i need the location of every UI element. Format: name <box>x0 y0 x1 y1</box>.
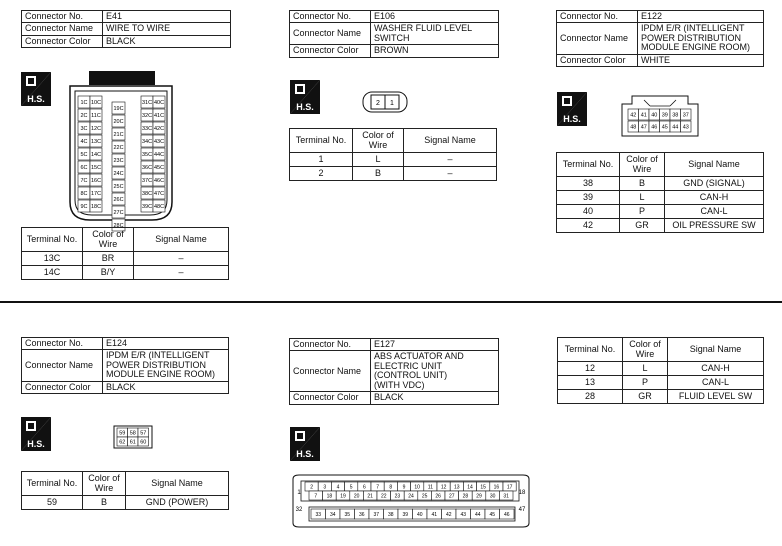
pin-label: 25 <box>421 493 428 500</box>
pin-label: 62 <box>119 439 126 446</box>
table-row: 13C BR – <box>22 252 229 266</box>
e122-connector-info: Connector No. E122 Connector Name IPDM E/R (INTELLIGENT POWER DISTRIBUTION MODULE ENGINE ROOM) Connector Color WHITE <box>556 10 764 67</box>
pin-label: 3 <box>323 484 327 491</box>
hs-icon <box>290 427 320 461</box>
pin-label: 36 <box>358 512 365 518</box>
connector-color-value: BLACK <box>103 35 231 47</box>
e106-connector-face <box>361 88 411 116</box>
pin-label: 13C <box>90 139 102 145</box>
connector-no-value: E41 <box>103 11 231 23</box>
pin-label: 28C <box>113 223 124 229</box>
pin-label: 11C <box>91 113 101 119</box>
pin-label: 45 <box>489 512 496 518</box>
pin-label: 45 <box>661 124 668 131</box>
pin-label: 45C <box>153 165 165 171</box>
table-row: 2 B – <box>290 167 497 181</box>
svg-text:H.S.: H.S. <box>296 102 314 112</box>
pin-label: 58 <box>129 430 136 437</box>
pin-label: 31 <box>503 493 509 500</box>
pin-label: 34 <box>329 512 336 518</box>
pin-label: 18C <box>90 204 102 210</box>
pin-label: 7C <box>80 178 88 184</box>
e122-connector-face <box>620 92 700 138</box>
pin-label: 12C <box>90 126 102 132</box>
svg-text:47: 47 <box>518 507 526 513</box>
pin-label: 29 <box>476 493 482 500</box>
pin-label: 39 <box>661 112 668 119</box>
table-row: 12 L CAN-H <box>558 362 764 376</box>
pin-label: 43 <box>682 124 689 131</box>
pin-label: 26 <box>435 493 441 500</box>
pin-label: 3C <box>80 126 88 132</box>
pin-label: 7 <box>314 493 318 500</box>
e124-connector-info: Connector No. E124 Connector Name IPDM E/R (INTELLIGENT POWER DISTRIBUTION MODULE ENGINE ROOM) Connector Color BLACK <box>21 337 229 394</box>
pin-label: 11 <box>427 484 434 491</box>
svg-text:32: 32 <box>295 507 303 513</box>
pin-label: 61 <box>129 439 136 446</box>
table-row: 1 L – <box>290 153 497 167</box>
pin-label: 6 <box>363 484 366 491</box>
svg-text:2: 2 <box>376 100 380 107</box>
pin-label: 35C <box>141 152 153 158</box>
pin-label: 34C <box>141 139 153 145</box>
table-row: 42 GR OIL PRESSURE SW <box>557 219 764 233</box>
pin-label: 15C <box>90 165 102 171</box>
table-row: 14C B/Y – <box>22 266 229 280</box>
table-row: 28 GR FLUID LEVEL SW <box>558 390 764 404</box>
svg-text:1: 1 <box>390 100 394 107</box>
table-row: 40 P CAN-L <box>557 205 764 219</box>
pin-label: 41 <box>431 512 438 518</box>
table-row: 13 P CAN-L <box>558 376 764 390</box>
pin-label: 9 <box>402 484 406 491</box>
pin-label: 31C <box>141 100 153 106</box>
hs-label: H.S. <box>27 94 45 104</box>
signal-name-header: Signal Name <box>134 228 229 252</box>
e41-terminal-table <box>21 227 229 280</box>
pin-label: 46 <box>503 512 510 518</box>
hs-icon <box>557 92 587 126</box>
pin-label: 22 <box>381 493 387 500</box>
pin-label: 15 <box>480 484 486 491</box>
pin-label: 46 <box>651 124 658 131</box>
pin-label: 16C <box>90 178 102 184</box>
pin-label: 36C <box>141 165 153 171</box>
pin-label: 13 <box>454 484 460 491</box>
pin-label: 41C <box>153 113 165 119</box>
pin-label: 12 <box>440 484 447 491</box>
pin-label: 24C <box>113 171 124 177</box>
pin-label: 43 <box>460 512 467 518</box>
pin-label: 37 <box>373 512 380 518</box>
pin-label: 48 <box>630 124 637 131</box>
pin-label: 27C <box>113 210 124 216</box>
table-row: 59 B GND (POWER) <box>22 496 229 510</box>
table-row: 38 B GND (SIGNAL) <box>557 177 764 191</box>
pin-label: 7 <box>376 484 379 491</box>
pin-label: 14C <box>90 152 102 158</box>
pin-label: 9C <box>80 204 88 210</box>
terminal-no-header: Terminal No. <box>22 228 83 252</box>
pin-label: 27 <box>449 493 455 500</box>
pin-label: 44C <box>153 152 165 158</box>
pin-label: 5 <box>349 484 353 491</box>
pin-label: 10 <box>414 484 420 491</box>
pin-label: 1C <box>80 100 88 106</box>
pin-label: 21 <box>367 493 373 500</box>
hs-icon <box>290 80 320 114</box>
hs-icon <box>21 417 51 451</box>
pin-label: 5C <box>80 152 88 158</box>
pin-label: 26C <box>113 197 124 203</box>
pin-label: 18 <box>326 493 333 500</box>
pin-label: 40C <box>153 100 165 106</box>
e122-terminal-table: Terminal No. Color of Wire Signal Name 38 B GND (SIGNAL) 39 L CAN-H 40 P CAN-L 42 GR OIL PRESSURE SW <box>556 152 764 233</box>
pin-label: 8C <box>80 191 88 197</box>
pin-label: 38 <box>387 512 394 518</box>
e41-connector-face <box>62 70 180 229</box>
pin-label: 42 <box>445 512 452 518</box>
section-divider <box>0 301 782 303</box>
svg-text:1: 1 <box>297 490 301 496</box>
pin-label: 2C <box>80 113 88 119</box>
e41-pins-left <box>78 96 102 212</box>
pin-label: 28 <box>462 493 469 500</box>
pin-label: 8 <box>389 484 393 491</box>
connector-color-label: Connector Color <box>22 35 103 47</box>
pin-label: 43C <box>153 139 165 145</box>
pin-label: 42C <box>153 126 165 132</box>
pin-label: 38 <box>672 112 679 119</box>
pin-label: 17C <box>90 191 102 197</box>
pin-label: 4C <box>80 139 88 145</box>
svg-text:H.S.: H.S. <box>27 439 45 449</box>
e124-connector-face <box>112 424 154 450</box>
pin-label: 21C <box>113 132 124 138</box>
pin-label: 6C <box>80 165 88 171</box>
pin-label: 30 <box>489 493 496 500</box>
e106-terminal-table: Terminal No. Color of Wire Signal Name 1 L – 2 B – <box>289 128 497 181</box>
pin-label: 35 <box>344 512 351 518</box>
pin-label: 14 <box>467 484 473 491</box>
pin-label: 37 <box>682 112 689 119</box>
pin-label: 38C <box>141 191 153 197</box>
e127-connector-face <box>289 473 533 529</box>
pin-label: 42 <box>630 112 637 119</box>
pin-label: 33C <box>141 126 153 132</box>
pin-label: 20 <box>353 493 360 500</box>
pin-label: 39 <box>402 512 409 518</box>
e41-pins-right <box>141 96 165 212</box>
svg-text:H.S.: H.S. <box>563 114 581 124</box>
connector-name-label: Connector Name <box>22 23 103 35</box>
pin-label: 25C <box>113 184 124 190</box>
pin-label: 22C <box>113 145 124 151</box>
pin-label: 59 <box>119 430 126 437</box>
e106-connector-info: Connector No. E106 Connector Name WASHER FLUID LEVEL SWITCH Connector Color BROWN <box>289 10 499 58</box>
pin-label: 48C <box>153 204 165 210</box>
hs-icon <box>21 72 51 106</box>
connector-name-value: WIRE TO WIRE <box>103 23 231 35</box>
pin-label: 32C <box>141 113 153 119</box>
pin-label: 20C <box>113 119 124 125</box>
pin-label: 16 <box>493 484 500 491</box>
pin-label: 23C <box>113 158 124 164</box>
e124-pins <box>117 428 149 446</box>
svg-text:18: 18 <box>518 490 526 496</box>
pin-label: 33 <box>315 512 322 518</box>
e124-terminal-table: Terminal No. Color of Wire Signal Name 59 B GND (POWER) <box>21 471 229 510</box>
e41-connector-info <box>21 10 231 48</box>
pin-label: 4 <box>336 484 340 491</box>
e127-connector-info: Connector No. E127 Connector Name ABS ACTUATOR AND ELECTRIC UNIT (CONTROL UNIT) (WITH VDC) Connector Color BLACK <box>289 338 499 405</box>
svg-text:H.S.: H.S. <box>296 449 314 459</box>
pin-label: 19 <box>340 493 346 500</box>
pin-label: 44 <box>672 124 679 131</box>
pin-label: 41 <box>640 112 647 119</box>
color-of-wire-header: Color of Wire <box>83 228 134 252</box>
pin-label: 40 <box>651 112 658 119</box>
e127-terminal-table: Terminal No. Color of Wire Signal Name 12 L CAN-H 13 P CAN-L 28 GR FLUID LEVEL SW <box>557 337 764 404</box>
pin-label: 44 <box>474 512 481 518</box>
table-row: 39 L CAN-H <box>557 191 764 205</box>
pin-label: 40 <box>416 512 423 518</box>
pin-label: 39C <box>141 204 153 210</box>
pin-label: 37C <box>141 178 153 184</box>
pin-label: 47C <box>153 191 165 197</box>
pin-label: 60 <box>140 439 147 446</box>
pin-label: 17 <box>506 484 513 491</box>
connector-no-label: Connector No. <box>22 11 103 23</box>
pin-label: 23 <box>394 493 401 500</box>
pin-label: 24 <box>408 493 414 500</box>
pin-label: 2 <box>310 484 313 491</box>
pin-label: 19C <box>113 106 124 112</box>
pin-label: 10C <box>90 100 102 106</box>
pin-label: 46C <box>153 178 165 184</box>
pin-label: 47 <box>640 124 647 131</box>
pin-label: 57 <box>140 430 147 437</box>
